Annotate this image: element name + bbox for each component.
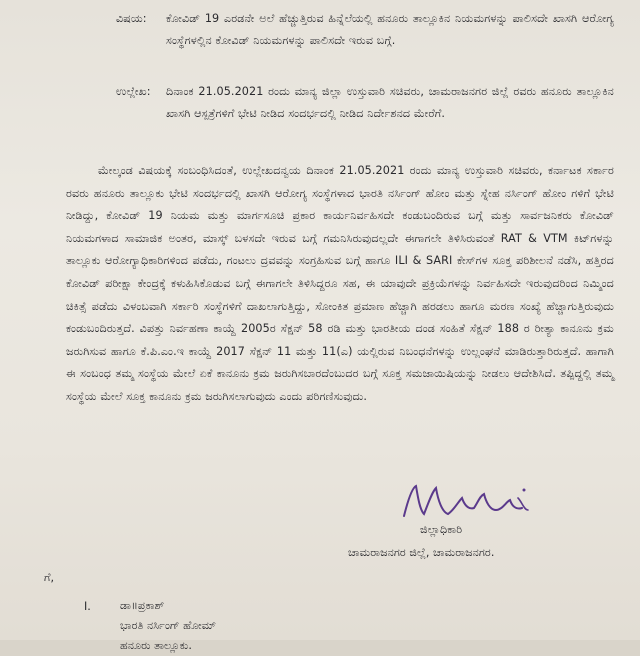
- subject-text: ಕೋವಿಡ್ 19 ಎರಡನೇ ಅಲೆ ಹೆಚ್ಚುತ್ತಿರುವ ಹಿನ್ನೆಲೆಯಲ್ಲಿ ಹನೂರು ತಾಲ್ಲೂಕಿನ ನಿಯಮಗಳನ್ನು ಪಾಲಿಸದೇ ಖಾಸಗಿ ಆರೋಗ್ಯ ಸಂಸ್ಥೆಗಳಲ್ಲಿನ ಕೋವಿಡ್ ನಿಯಮಗಳನ್ನು ಪಾಲಿಸದೇ ಇರುವ ಬಗ್ಗೆ.: [166, 12, 614, 48]
- recipient-location: ಹನೂರು ತಾಲ್ಲೂಕು.: [120, 639, 192, 652]
- subject-label: ವಿಷಯ:: [116, 12, 147, 25]
- recipient-organization: ಭಾರತಿ ನರ್ಸಿಂಗ್ ಹೋಮ್: [120, 619, 216, 632]
- recipient-name: ಡಾ॥ಪ್ರಕಾಶ್: [120, 599, 165, 612]
- recipient-number: I.: [84, 600, 91, 613]
- reference-text: ದಿನಾಂಕ 21.05.2021 ರಂದು ಮಾನ್ಯ ಜಿಲ್ಲಾ ಉಸ್ತುವಾರಿ ಸಚಿವರು, ಚಾಮರಾಜನಗರ ಜಿಲ್ಲೆ ರವರು ಹನೂರು ತಾಲ್ಲೂಕಿನ ಖಾಸಗಿ ಆಸ್ಪತ್ರೆಗಳಿಗೆ ಭೇಟಿ ನೀಡಿದ ಸಂದರ್ಭದಲ್ಲಿ ನೀಡಿದ ನಿರ್ದೇಶನದ ಮೇರೆಗೆ.: [166, 85, 614, 121]
- to-label: ಗೆ,: [44, 571, 55, 584]
- signatory-title: ಜಿಲ್ಲಾಧಿಕಾರಿ: [420, 523, 463, 536]
- letter-body: ಮೇಲ್ಕಂಡ ವಿಷಯಕ್ಕೆ ಸಂಬಂಧಿಸಿದಂತೆ, ಉಲ್ಲೇಖದನ್ವಯ ದಿನಾಂಕ 21.05.2021 ರಂದು ಮಾನ್ಯ ಉಸ್ತುವಾರಿ ಸಚಿವರು, ಕರ್ನಾಟಕ ಸರ್ಕಾರ ರವರು ಹನೂರು ತಾಲ್ಲೂಕು ಭೇಟಿ ಸಂದರ್ಭದಲ್ಲಿ ಖಾಸಗಿ ಆರೋಗ್ಯ ಸಂಸ್ಥೆಗಳಾದ ಭಾರತಿ ನರ್ಸಿಂಗ್ ಹೋಂ ಮತ್ತು ಸ್ನೇಹ ನರ್ಸಿಂಗ್ ಹೋಂ ಗಳಿಗೆ ಭೇಟಿ ನೀಡಿದ್ದು, ಕೋವಿಡ್ 19 ನಿಯಮ ಮತ್ತು ಮಾರ್ಗಸೂಚಿ ಪ್ರಕಾರ ಕಾರ್ಯನಿರ್ವಹಿಸದೇ ಕಂಡುಬಂದಿರುವ ಬಗ್ಗೆ ಮತ್ತು ಸಾರ್ವಜನಿಕರು ಕೋವಿಡ್ ನಿಯಮಗಳಾದ ಸಾಮಾಜಿಕ ಅಂತರ, ಮಾಸ್ಕ್ ಬಳಸದೇ ಇರುವ ಬಗ್ಗೆ ಗಮನಿಸಿರುವುದಲ್ಲದೇ ಈಗಾಗಲೇ ತಿಳಿಸಿರುವಂತೆ RAT & VTM ಕಿಟ್‌ಗಳನ್ನು ತಾಲ್ಲೂಕು ಆರೋಗ್ಯಾಧಿಕಾರಿಗಳಿಂದ ಪಡೆದು, ಗಂಟಲು ದ್ರವವನ್ನು ಸಂಗ್ರಹಿಸುವ ಬಗ್ಗೆ ಹಾಗೂ ILI & SARI ಕೇಸ್‌ಗಳ ಸೂಕ್ತ ಪರಿಶೀಲನೆ ನಡೆಸಿ, ಹತ್ತಿರದ ಕೋವಿಡ್ ಪರೀಕ್ಷಾ ಕೇಂದ್ರಕ್ಕೆ ಕಳುಹಿಸಿಕೊಡುವ ಬಗ್ಗೆ ಈಗಾಗಲೇ ತಿಳಿಸಿದ್ದರೂ ಸಹ, ಈ ಯಾವುದೇ ಪ್ರಕ್ರಿಯೆಗಳನ್ನು ನಿರ್ವಹಿಸದೇ ಇರುವುದರಿಂದ ನಿಮ್ಮಿಂದ ಚಿಕಿತ್ಸೆ ಪಡೆದು ವಿಳಂಬವಾಗಿ ಸರ್ಕಾರಿ ಸಂಸ್ಥೆಗಳಿಗೆ ದಾಖಲಾಗುತ್ತಿದ್ದು, ಸೋಂಕಿತ ಪ್ರಮಾಣ ಹೆಚ್ಚಾಗಿ ಹರಡಲು ಹಾಗೂ ಮರಣ ಸಂಖ್ಯೆ ಹೆಚ್ಚಾಗುತ್ತಿರುವುದು ಕಂಡುಬಂದಿರುತ್ತದೆ. ವಿಪತ್ತು ನಿರ್ವಹಣಾ ಕಾಯ್ದೆ 2005ರ ಸೆಕ್ಷನ್ 58 ರಡಿ ಮತ್ತು ಭಾರತೀಯ ದಂಡ ಸಂಹಿತೆ ಸೆಕ್ಷನ್ 188 ರ ರೀತ್ಯಾ ಕಾನೂನು ಕ್ರಮ ಜರುಗಿಸುವ ಹಾಗೂ ಕೆ.ಪಿ.ಎಂ.ಇ ಕಾಯ್ದೆ 2017 ಸೆಕ್ಷನ್ 11 ಮತ್ತು 11(ಎ) ಯಲ್ಲಿರುವ ನಿಬಂಧನೆಗಳನ್ನು ಉಲ್ಲಂಘನೆ ಮಾಡಿರುತ್ತಾರಿರುತ್ತದೆ. ಹಾಗಾಗಿ ಈ ಸಂಬಂಧ ತಮ್ಮ ಸಂಸ್ಥೆಯ ಮೇಲೆ ಏಕೆ ಕಾನೂನು ಕ್ರಮ ಜರುಗಿಸಬಾರದೆಂಬುದರ ಬಗ್ಗೆ ಸೂಕ್ತ ಸಮಜಾಯಿಷಿಯನ್ನು ನೀಡಲು ಆದೇಶಿಸಿದೆ. ತಪ್ಪಿದ್ದಲ್ಲಿ ತಮ್ಮ ಸಂಸ್ಥೆಯ ಮೇಲೆ ಸೂಕ್ತ ಕಾನೂನು ಕ್ರಮ ಜರುಗಿಸಲಾಗುವುದು ಎಂದು ಪರಿಗಣಿಸುವುದು.: [66, 164, 614, 403]
- reference-label: ಉಲ್ಲೇಖ:: [116, 85, 151, 98]
- signatory-place: ಚಾಮರಾಜನಗರ ಜಿಲ್ಲೆ, ಚಾಮರಾಜನಗರ.: [348, 546, 495, 559]
